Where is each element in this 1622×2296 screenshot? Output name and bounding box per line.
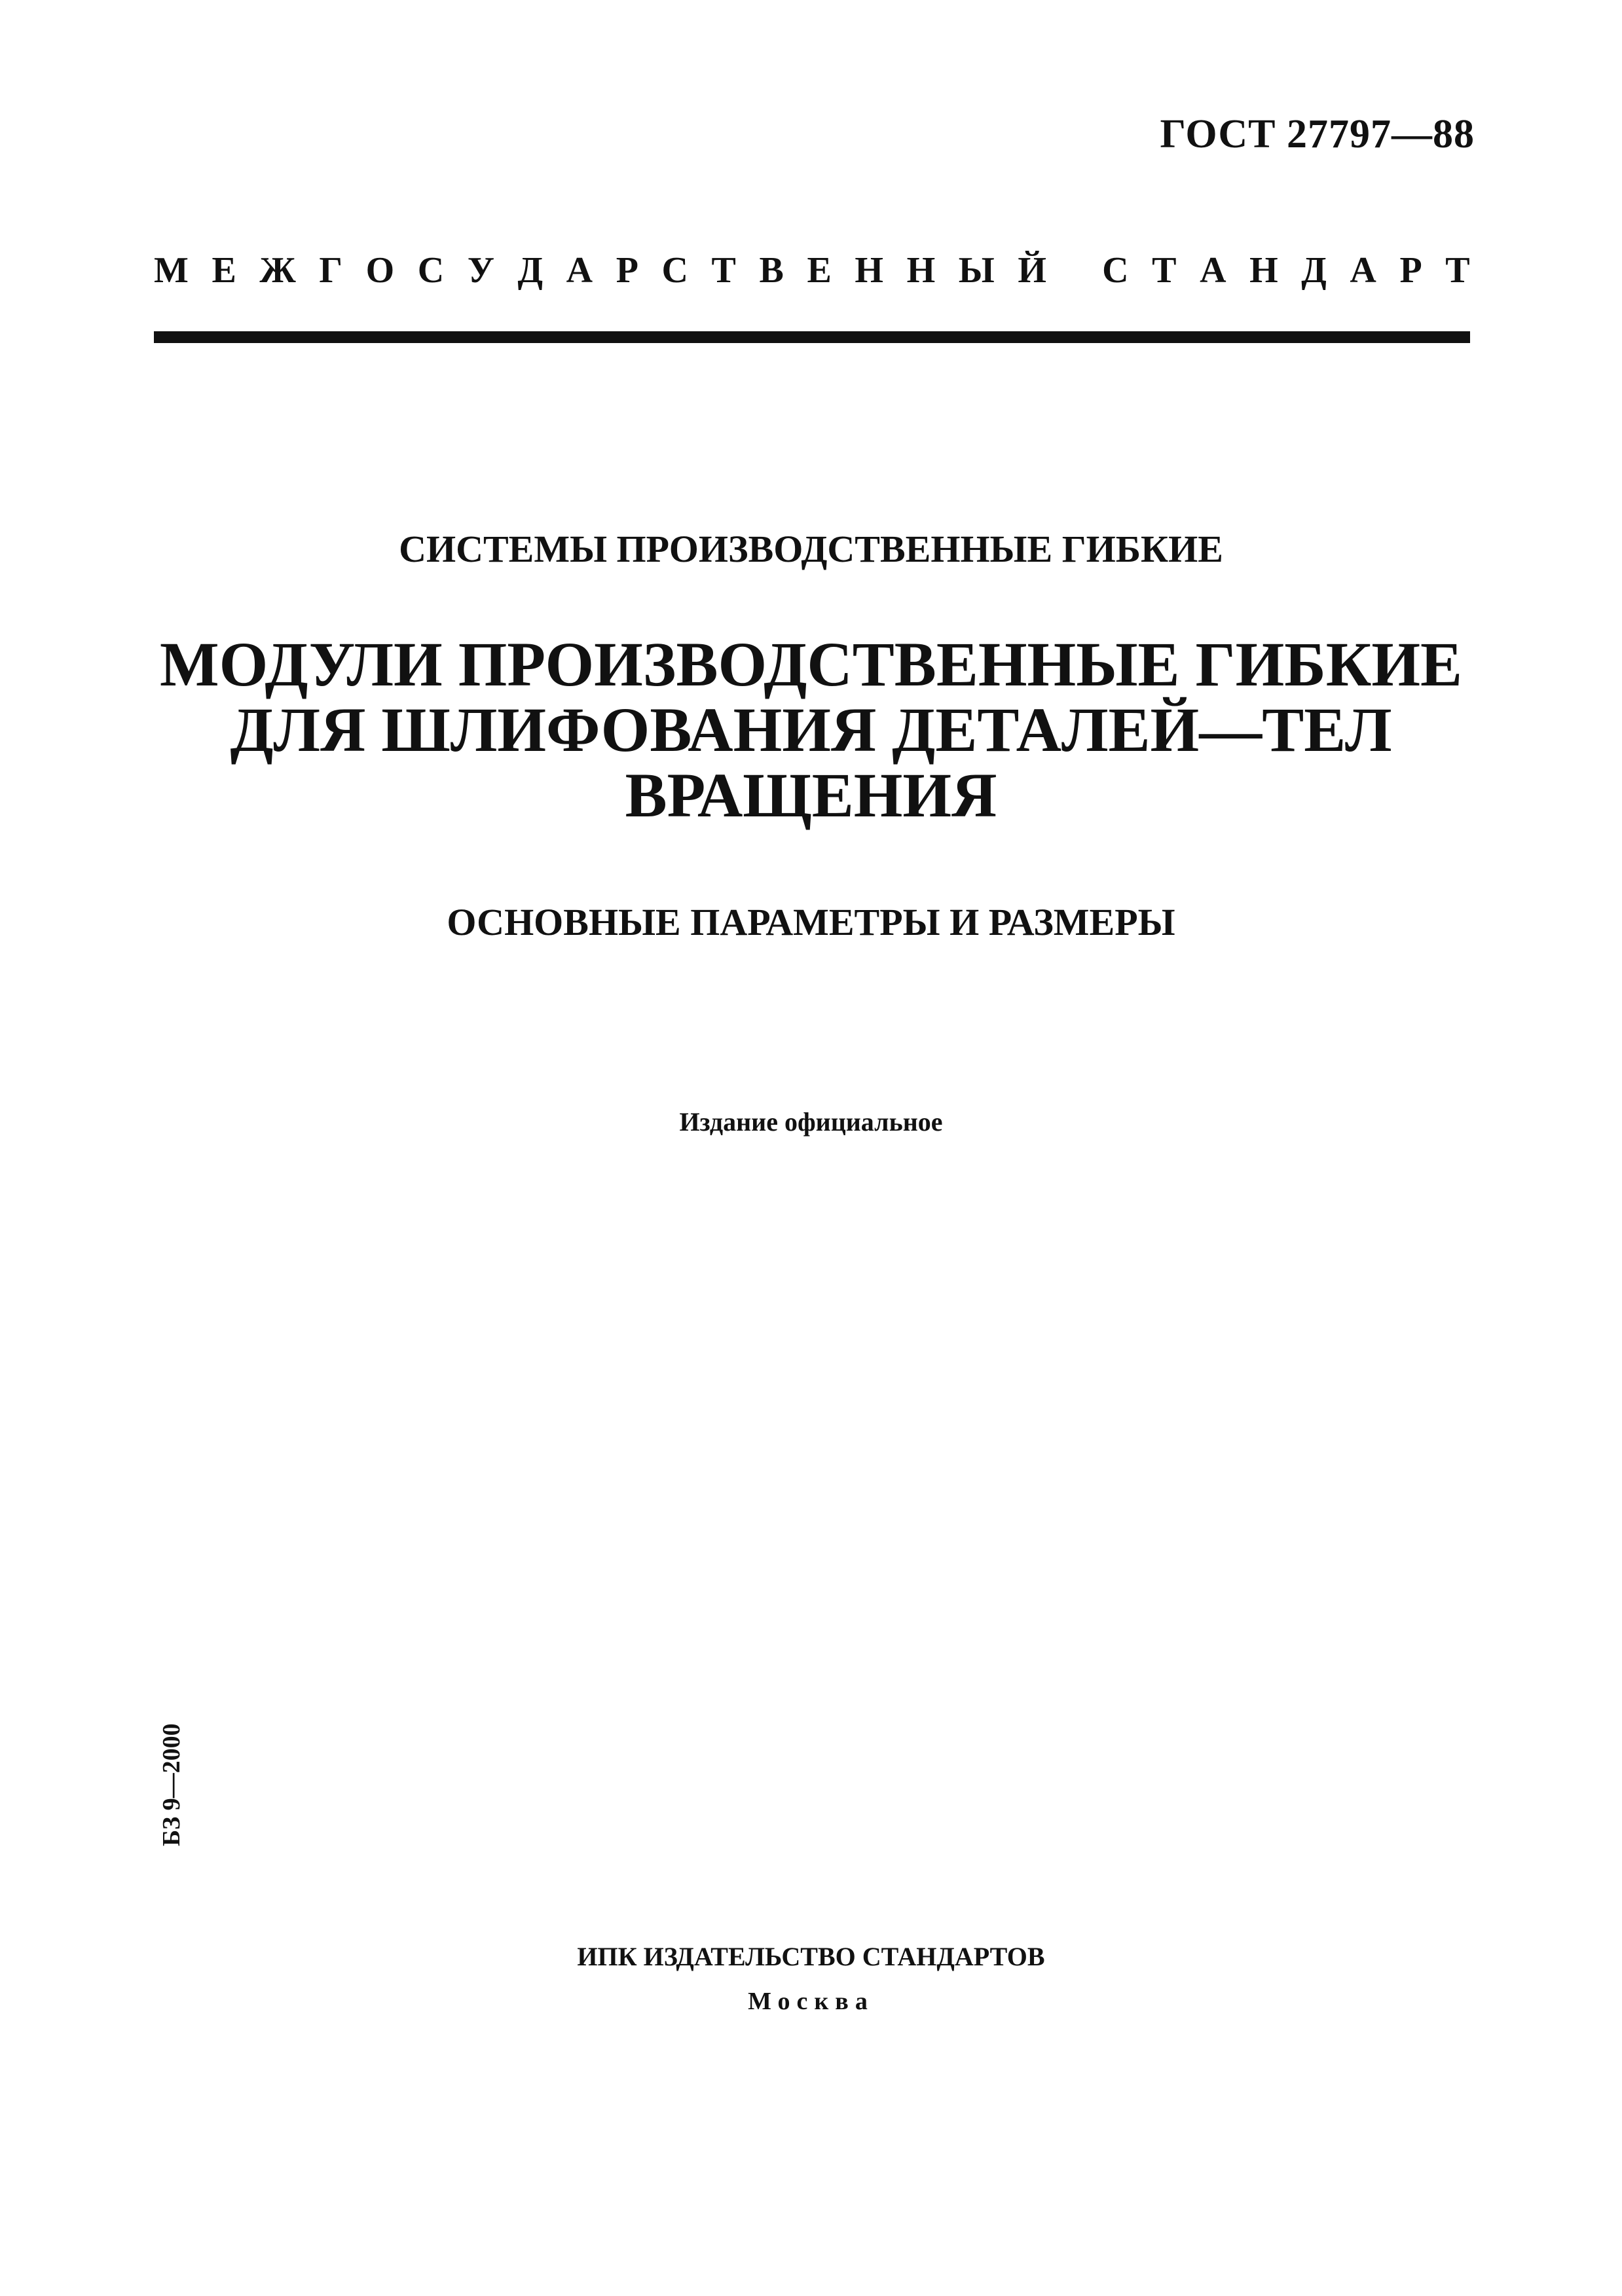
interstate-heading-letter: С	[661, 250, 688, 291]
series-title: СИСТЕМЫ ПРОИЗВОДСТВЕННЫЕ ГИБКИЕ	[399, 528, 1223, 570]
interstate-heading-letter: А	[1350, 250, 1376, 291]
publisher: ИПК ИЗДАТЕЛЬСТВО СТАНДАРТОВ	[577, 1942, 1045, 1971]
main-title-line: МОДУЛИ ПРОИЗВОДСТВЕННЫЕ ГИБКИЕ	[159, 629, 1463, 699]
subtitle: ОСНОВНЫЕ ПАРАМЕТРЫ И РАЗМЕРЫ	[447, 901, 1175, 943]
interstate-heading-letter: А	[566, 250, 593, 291]
interstate-standard-heading	[154, 252, 1470, 289]
interstate-heading-letter: Д	[517, 250, 544, 291]
interstate-heading-letter: Ж	[259, 250, 296, 291]
main-title-line: ВРАЩЕНИЯ	[625, 760, 997, 830]
interstate-heading-letter: Ы	[958, 250, 995, 291]
publisher-city: Москва	[748, 1988, 874, 2015]
interstate-heading-letter: Н	[1249, 250, 1278, 291]
interstate-heading-letter: С	[1102, 250, 1129, 291]
interstate-heading-letter: Р	[1399, 250, 1422, 291]
interstate-heading-letter: Т	[1152, 250, 1177, 291]
interstate-heading-letter: М	[154, 250, 189, 291]
interstate-heading-letter: Р	[616, 250, 638, 291]
interstate-heading-letter: А	[1200, 250, 1226, 291]
edition-note: Издание официальное	[679, 1107, 943, 1137]
interstate-heading-letter: Т	[1445, 250, 1470, 291]
interstate-heading-letter: О	[365, 250, 395, 291]
interstate-heading-letter: Н	[855, 250, 883, 291]
interstate-heading-letter: У	[467, 250, 494, 291]
interstate-heading-letter: Е	[807, 250, 832, 291]
interstate-heading-letter: Й	[1018, 250, 1046, 291]
main-title	[0, 629, 1622, 830]
interstate-heading-letter: Г	[319, 250, 343, 291]
interstate-heading-letter: Т	[711, 250, 736, 291]
heading-rule	[154, 331, 1470, 343]
standard-designation: ГОСТ 27797—88	[1160, 112, 1475, 156]
interstate-heading-letter: Д	[1301, 250, 1327, 291]
interstate-heading-letter: С	[417, 250, 445, 291]
interstate-heading-letter: Н	[906, 250, 936, 291]
side-code: БЗ 9—2000	[158, 1723, 185, 1846]
main-title-line: ДЛЯ ШЛИФОВАНИЯ ДЕТАЛЕЙ—ТЕЛ	[230, 695, 1392, 765]
interstate-heading-letter: Е	[212, 250, 236, 291]
interstate-heading-letter: В	[759, 250, 784, 291]
interstate-heading-letter	[1069, 252, 1078, 289]
